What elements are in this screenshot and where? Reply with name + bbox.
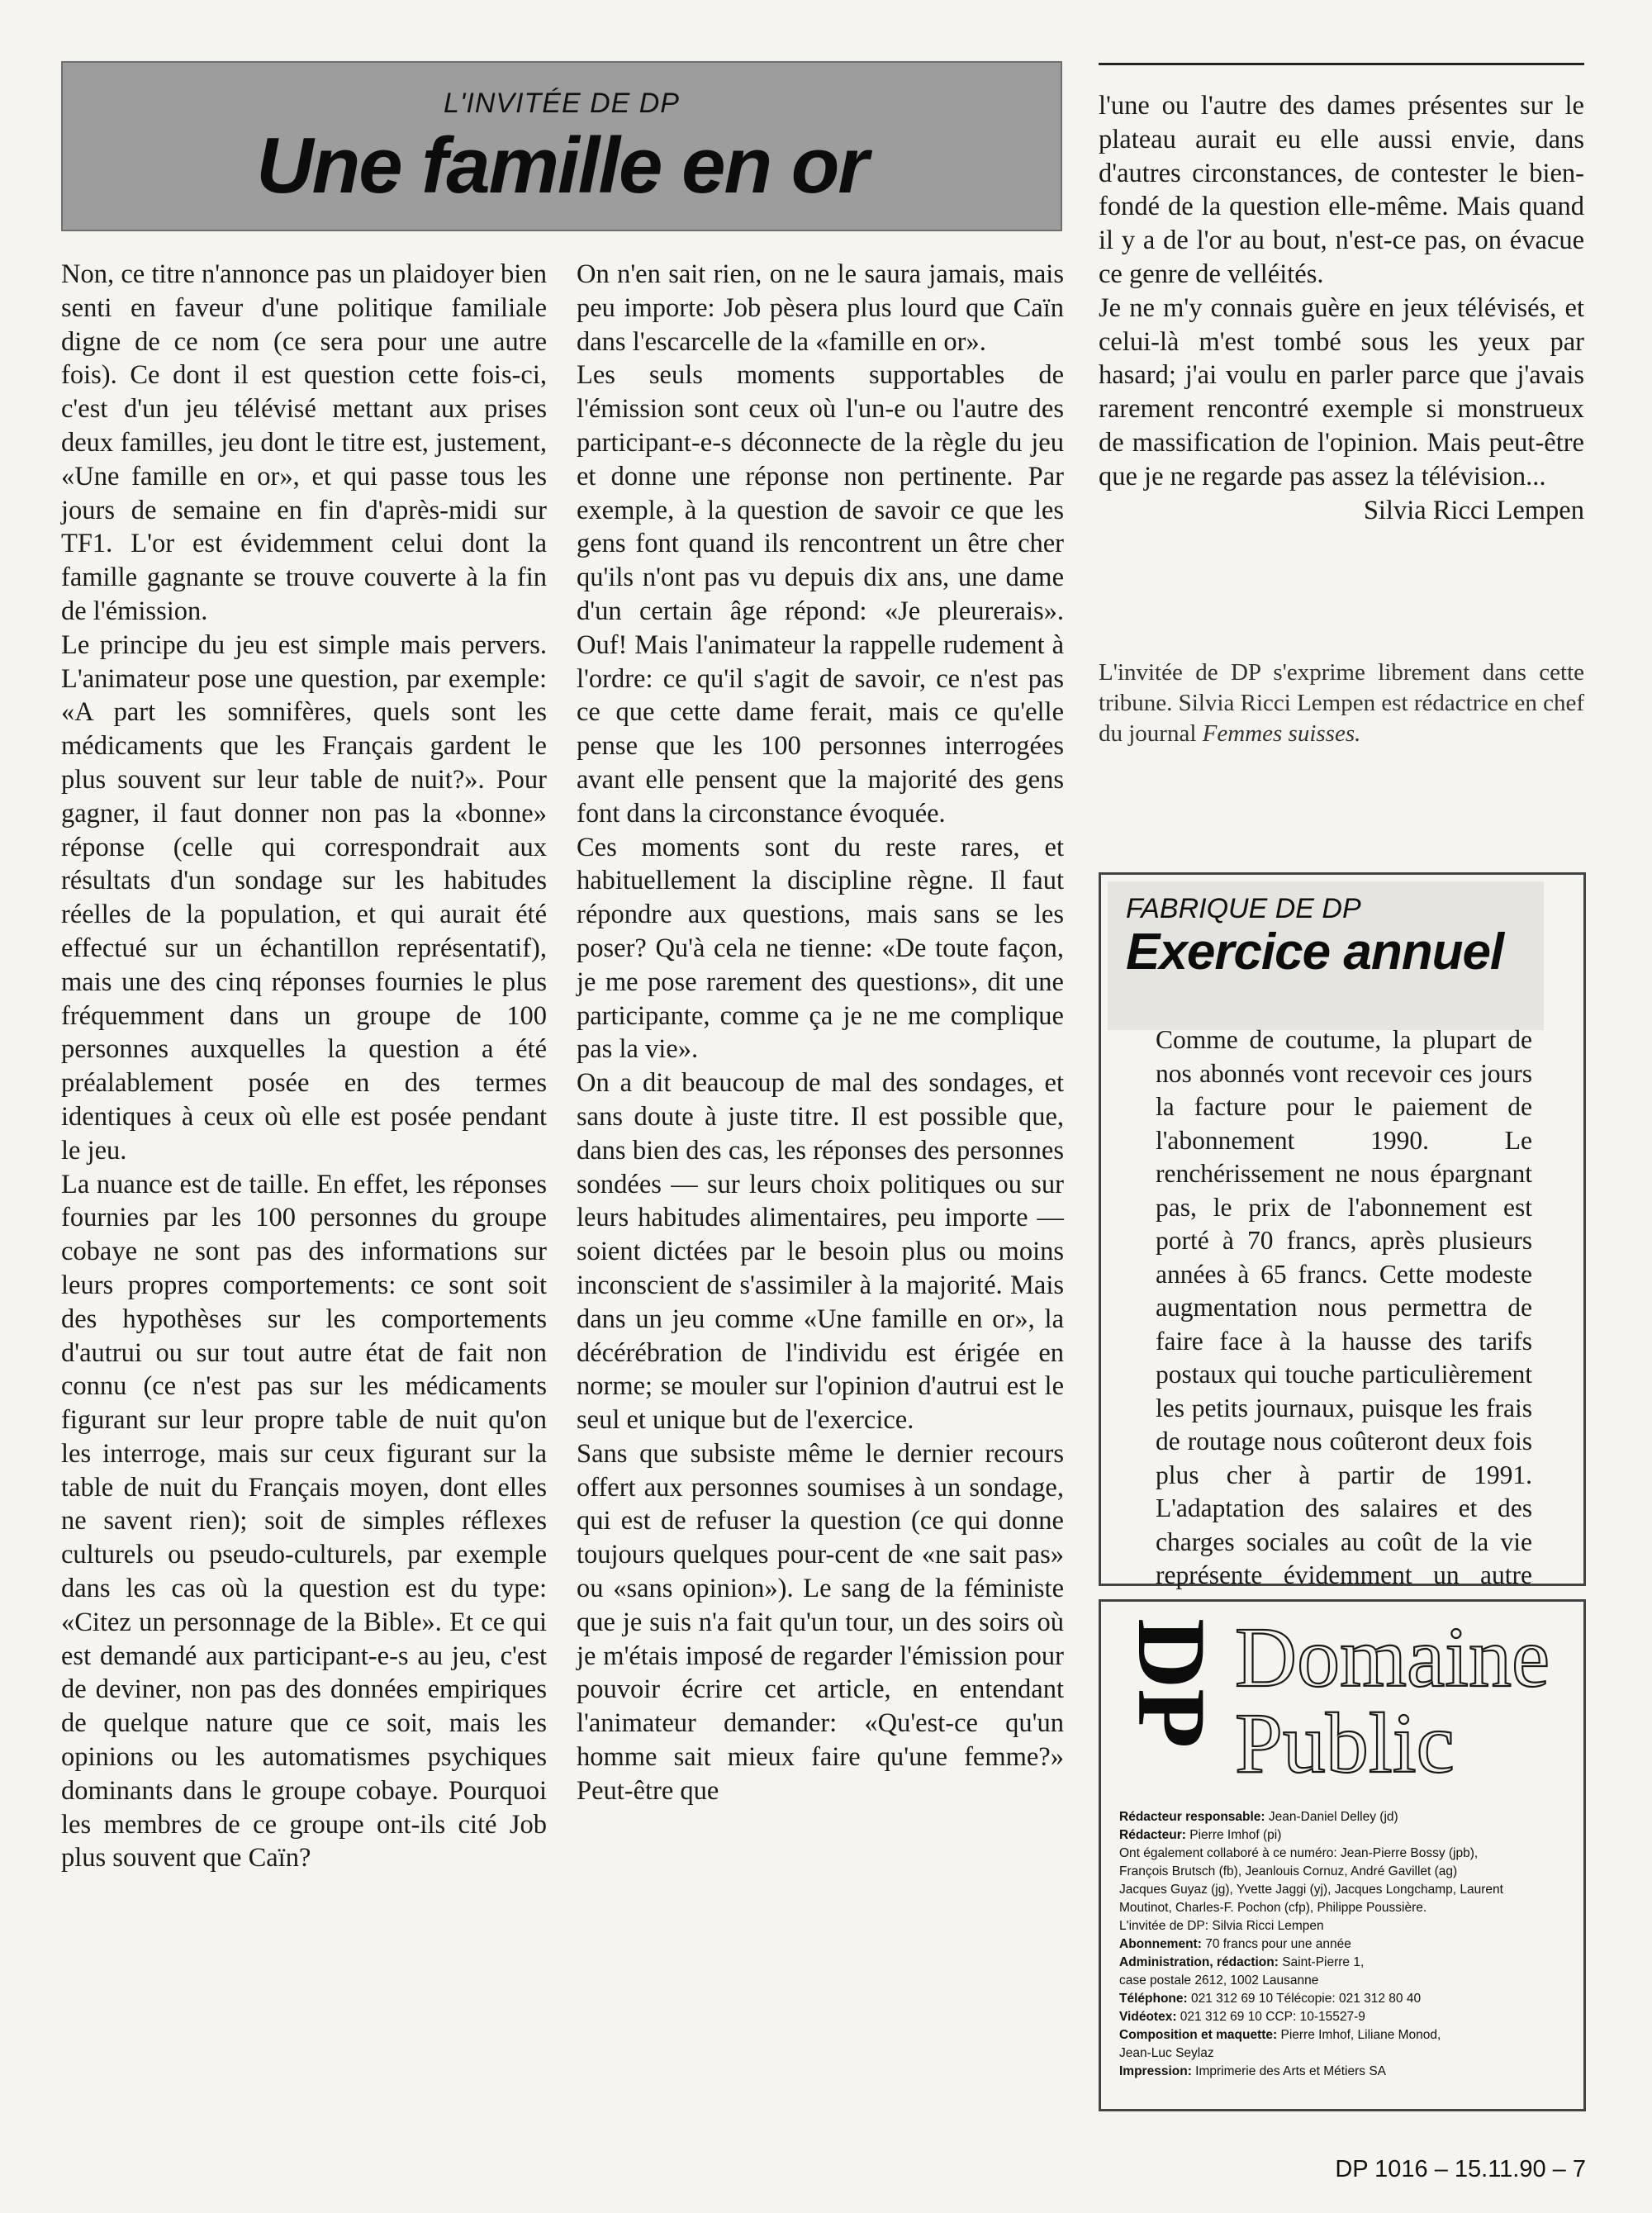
author-note: [1099, 658, 1584, 749]
paragraph: La nuance est de taille. En effet, les réponses fournies par les 100 personnes du groupe cobaye ne sont pas des informations sur leurs propres comportements: ce sont soit des hypothèses sur les comportements d'autrui ou sur tout autre état de fait non connu (ce n'est pas sur les médicaments figurant sur leur propre table de nuit qu'on les interroge, mais sur ceux figurant sur la table de nuit du Français moyen, dont elles ne savent rien); soit de simples réflexes culturels ou pseudo-culturels, par exemple dans les cas où la question est du type: «Citez un personnage de la Bible». Et ce qui est demandé aux participant-e-s au jeu, c'est de deviner, non pas des données empiriques de quelque nature que ce soit, mais les opinions ou les automatismes psychiques dominants dans le groupe cobaye. Pourquoi les membres de ce groupe ont-ils cité Job plus souvent que Caïn?: [61, 1169, 547, 1873]
credit-line: Moutinot, Charles-F. Pochon (cfp), Philippe Poussière.: [1119, 1901, 1427, 1915]
credit-line: Composition et maquette: Pierre Imhof, Liliane Monod,: [1119, 2028, 1441, 2042]
masthead-credits: [1119, 1808, 1578, 2081]
credit-line: Jean-Luc Seylaz: [1119, 2046, 1214, 2060]
author-note-journal: Femmes suisses.: [1202, 720, 1361, 747]
credit-line: François Brutsch (fb), Jeanlouis Cornuz, André Gavillet (ag): [1119, 1864, 1458, 1878]
fabrique-kicker: FABRIQUE DE DP: [1126, 893, 1361, 924]
credit-line: Rédacteur: Pierre Imhof (pi): [1119, 1828, 1282, 1842]
article-title: Une famille en or: [256, 121, 867, 210]
paragraph: l'une ou l'autre des dames présentes sur le plateau aurait eu elle aussi envie, dans d'autres circonstances, de contester le bien-fondé de la question elle-même. Mais quand il y a de l'or au bout, n'est-ce pas, on évacue ce genre de velléités.: [1099, 91, 1584, 289]
credit-line: Jacques Guyaz (jg), Yvette Jaggi (yj), Jacques Longchamp, Laurent: [1119, 1883, 1503, 1897]
paragraph: On n'en sait rien, on ne le saura jamais, mais peu importe: Job pèsera plus lourd que Caïn dans l'escarcelle de la «famille en or».: [577, 259, 1064, 357]
masthead-box: [1099, 1599, 1586, 2111]
article-header: [61, 61, 1062, 231]
article-column-1: [61, 258, 547, 1875]
fabrique-box: [1099, 872, 1586, 1589]
article-kicker: L'INVITÉE DE DP: [443, 88, 680, 119]
credit-line: Abonnement: 70 francs pour une année: [1119, 1937, 1351, 1951]
credit-line: Administration, rédaction: Saint-Pierre 1,: [1119, 1955, 1365, 1969]
domaine-public-logo: [1111, 1607, 1578, 1780]
paragraph: Ces moments sont du reste rares, et habituellement la discipline règne. Il faut répondre aux questions, mais sans se les poser? Qu'à cela ne tienne: «De toute façon, je me pose rarement des questions», dit une participante, comme ça je ne me complique pas la vie».: [577, 832, 1064, 1065]
paragraph: Sans que subsiste même le dernier recours offert aux personnes soumises à un sondage, qui est de refuser la question (ce qui donne toujours quelques pour-cent de «ne sait pas» ou «sans opinion»). Le sang de la féministe que je suis n'a fait qu'un tour, un des soirs où je m'étais imposé de regarder l'émission pour pouvoir écrire cet article, en entendant l'animateur demander: «Qu'est-ce qu'un homme sait mieux faire qu'une femme?» Peut-être que: [577, 1438, 1064, 1806]
page-folio: DP 1016 – 15.11.90 – 7: [1335, 2156, 1586, 2182]
fabrique-header: [1108, 881, 1544, 1030]
paragraph: Non, ce titre n'annonce pas un plaidoyer bien senti en faveur d'une politique familiale digne de ce nom (ce sera pour une autre fois). Ce dont il est question cette fois-ci, c'est d'un jeu télévisé mettant aux prises deux familles, jeu dont le titre est, justement, «Une famille en or», et qui passe tous les jours de semaine en fin d'après-midi sur TF1. L'or est évidemment celui dont la famille gagnante se trouve couverte à la fin de l'émission.: [61, 259, 547, 626]
fabrique-title: Exercice annuel: [1126, 924, 1504, 981]
credit-line: Vidéotex: 021 312 69 10 CCP: 10-15527-9: [1119, 2010, 1365, 2024]
paragraph: Le principe du jeu est simple mais pervers. L'animateur pose une question, par exemple: «A part les somnifères, quels sont les médicaments que les Français gardent le plus souvent sur leur table de nuit?». Pour gagner, il faut donner non pas la «bonne» réponse (celle qui correspondrait aux résultats d'un sondage sur les habitudes réelles de la population, et qui aurait été effectué sur un échantillon représentatif), mais une des cinq réponses fournies le plus fréquemment dans un groupe de 100 personnes auxquelles la question a été préalablement posée en des termes identiques à ceux où elle est posée pendant le jeu.: [61, 629, 547, 1166]
credit-line: Téléphone: 021 312 69 10 Télécopie: 021 312 80 40: [1119, 1992, 1422, 2006]
fabrique-text: Comme de coutume, la plupart de nos abonnés vont recevoir ces jours la facture pour le paiement de l'abonnement 1990. Le renchérissement ne nous épargnant pas, le prix de l'abonnement est porté à 70 francs, après plusieurs années à 65 francs. Cette modeste augmentation nous permettra de faire face à la hausse des tarifs postaux qui touche particulièrement les petits journaux, puisque les frais de routage nous coûteront deux fois plus cher à partir de 1991. L'adaptation des salaires et des charges sociales au coût de la vie représente évidemment un autre: [1156, 1025, 1532, 1589]
paragraph: Je ne m'y connais guère en jeux télévisés, et celui-là m'est tombé sous les yeux par hasard; j'ai voulu en parler parce que j'avais rarement rencontré exemple si monstrueux de massification de l'opinion. Mais peut-être que je ne regarde pas assez la télévision...: [1099, 292, 1584, 492]
credit-line: Ont également collaboré à ce numéro: Jean-Pierre Bossy (jpb),: [1119, 1846, 1479, 1860]
logo-letters: DP: [1118, 1618, 1226, 1749]
author-note-text: L'invitée de DP s'exprime librement dans cette tribune. Silvia Ricci Lempen est rédactrice en chef du journal: [1099, 659, 1584, 747]
logo-word-public: Public: [1235, 1696, 1455, 1780]
article-column-2: [577, 258, 1064, 1808]
credit-line: Rédacteur responsable: Jean-Daniel Delley (jd): [1119, 1810, 1398, 1824]
article-column-3: [1099, 89, 1584, 527]
paragraph: On a dit beaucoup de mal des sondages, et sans doute à juste titre. Il est possible que, dans bien des cas, les réponses des personnes sondées — sur leurs choix politiques ou sur leurs habitudes alimentaires, peu importe — soient dictées par le besoin plus ou moins inconscient de s'assimiler à la majorité. Mais dans un jeu comme «Une famille en or», la décérébration de l'individu est érigée en norme; se mouler sur l'opinion d'autrui est le seul et unique but de l'exercice.: [577, 1068, 1064, 1436]
credit-line: case postale 2612, 1002 Lausanne: [1119, 1973, 1319, 1987]
logo-word-domaine: Domaine: [1235, 1610, 1550, 1705]
credit-line: Impression: Imprimerie des Arts et Métiers SA: [1119, 2064, 1387, 2078]
column-rule: [1099, 63, 1584, 65]
author-signature: Silvia Ricci Lempen: [1363, 495, 1584, 525]
credit-line: L'invitée de DP: Silvia Ricci Lempen: [1119, 1919, 1324, 1933]
paragraph: Les seuls moments supportables de l'émission sont ceux où l'un-e ou l'autre des participant-e-s déconnecte de la règle du jeu et donne une réponse non pertinente. Par exemple, à la question de savoir ce que les gens font quand ils rencontrent un être cher qu'ils n'ont pas vu depuis dix ans, une dame d'un certain âge répond: «Je pleurerais». Ouf! Mais l'animateur la rappelle rudement à l'ordre: ce qu'il s'agit de savoir, ce n'est pas ce que cette dame ferait, mais ce qu'elle pense que les 100 personnes interrogées avant elle pensent que la majorité des gens font dans la circonstance évoquée.: [577, 360, 1064, 829]
